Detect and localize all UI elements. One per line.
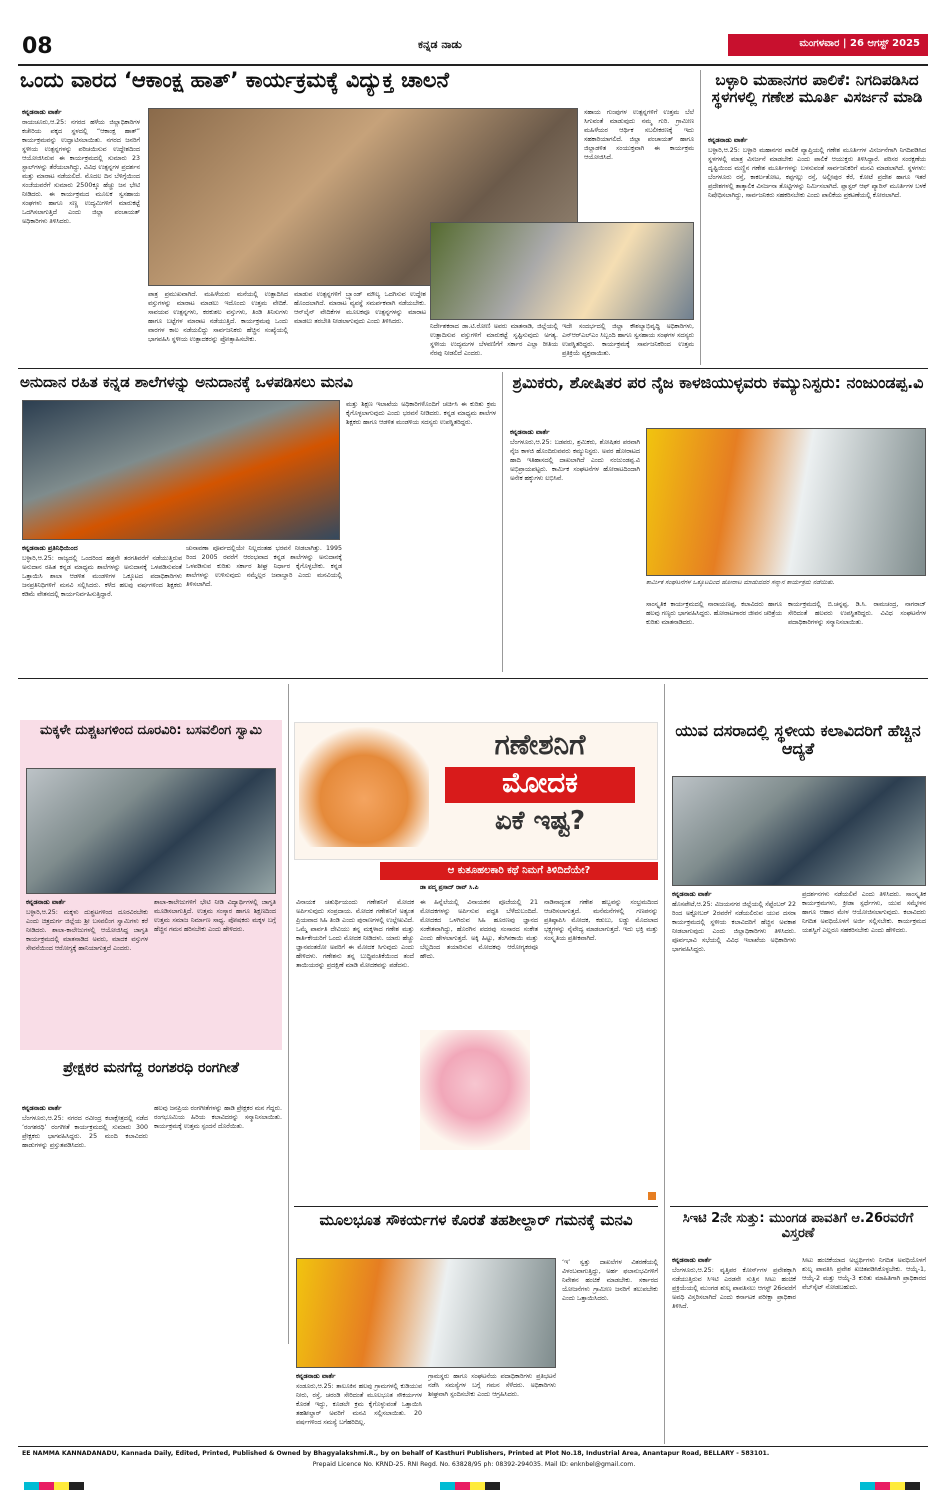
story5-box [20, 720, 282, 1050]
story4-col3: ಕಾರ್ಯಕ್ರಮದಲ್ಲಿ ಬಿ.ಚನ್ನಪ್ಪ, ಡಿ.ಸಿ. ರಾಮಚಂದ್ರ, ನಾಗರಾಜ್ ಸೇರಿದಂತೆ ಹಲವರು ಉಪಸ್ಥಿತರಿದ್ದರು. ವಿವಿಧ ಸಂಘಟನೆಗಳ ಪದಾಧಿಕಾರಿಗಳನ್ನು ಸನ್ಮಾನಿಸಲಾಯಿತು. [788, 601, 926, 626]
story7-photo [296, 1258, 556, 1368]
story3-byline: ಕನ್ನಡನಾಡು ಪ್ರತಿನಿಧಿಯಿಂದ [22, 544, 78, 552]
registration-marks [860, 1482, 920, 1490]
feature-col1: ವಿನಾಯಕ ಚತುರ್ಥಿಯಂದು ಗಣೇಶನಿಗೆ ಮೋದಕ ಅರ್ಪಿಸುವುದು ಸಂಪ್ರದಾಯ. ಮೋದಕ ಗಣೇಶನಿಗೆ ಅತ್ಯಂತ ಪ್ರಿಯವಾದ ಸಿಹಿ ತಿಂಡಿ ಎಂದು ಪುರಾಣಗಳಲ್ಲಿ ಉಲ್ಲೇಖವಿದೆ. ಒಮ್ಮೆ ಪಾರ್ವತಿ ದೇವಿಯು ತನ್ನ ಮಕ್ಕಳಾದ ಗಣೇಶ ಮತ್ತು ಕಾರ್ತಿಕೇಯರಿಗೆ ಒಂದು ಮೋದಕ ನೀಡಿದಳು. ಯಾರು ಹೆಚ್ಚು ಜ್ಞಾನವಂತರೋ ಅವರಿಗೆ ಈ ಮೋದಕ ಸಿಗುವುದು ಎಂದು ಹೇಳಿದಳು. ಗಣೇಶನು ತನ್ನ ಬುದ್ಧಿವಂತಿಕೆಯಿಂದ ತಂದೆ ತಾಯಿಯರನ್ನು ಪ್ರದಕ್ಷಿಣೆ ಮಾಡಿ ಮೋದಕವನ್ನು ಪಡೆದನು. [296, 899, 414, 969]
story9-byline: ಕನ್ನಡನಾಡು ವಾರ್ತೆ [672, 1256, 712, 1264]
story4-photo [646, 428, 926, 576]
column-divider [664, 684, 665, 1444]
story7-col2: ಗ್ರಾಮಸ್ಥರು ಹಾಗೂ ಸಂಘಟನೆಯ ಪದಾಧಿಕಾರಿಗಳು ಪ್ರತಿಭಟನೆ ನಡೆಸಿ ಸಮಸ್ಯೆಗಳ ಬಗ್ಗೆ ಗಮನ ಸೆಳೆದರು. ಅಧಿಕಾರಿಗಳು ಶೀಘ್ರವಾಗಿ ಸ್ಪಂದಿಸಬೇಕು ಎಂದು ಆಗ್ರಹಿಸಿದರು. [428, 1373, 556, 1398]
story2-headline: ಬಳ್ಳಾರಿ ಮಹಾನಗರ ಪಾಲಿಕೆ: ನಿಗದಿಪಡಿಸಿದ ಸ್ಥಳಗಳಲ್ಲಿ ಗಣೇಶ ಮೂರ್ತಿ ವಿಸರ್ಜನೆ ಮಾಡಿ [711, 72, 923, 107]
story3-headline: ಅನುದಾನ ರಹಿತ ಕನ್ನಡ ಶಾಲೆಗಳನ್ನು ಅನುದಾನಕ್ಕೆ ಒಳಪಡಿಸಲು ಮನವಿ [20, 374, 353, 391]
story8-col1: ಹೊಸಪೇಟೆ,ಆ.25: ವಿಜಯನಗರ ಜಿಲ್ಲೆಯಲ್ಲಿ ಸೆಪ್ಟೆಂಬರ್ 22 ರಿಂದ ಅಕ್ಟೋಬರ್ 2ರವರೆಗೆ ನಡೆಯಲಿರುವ ಯುವ ದಸರಾ ಕಾರ್ಯಕ್ರಮದಲ್ಲಿ ಸ್ಥಳೀಯ ಕಲಾವಿದರಿಗೆ ಹೆಚ್ಚಿನ ಅವಕಾಶ ನೀಡಲಾಗುವುದು ಎಂದು ಜಿಲ್ಲಾಧಿಕಾರಿಗಳು ತಿಳಿಸಿದರು. ಪೂರ್ವಭಾವಿ ಸಭೆಯಲ್ಲಿ ವಿವಿಧ ಇಲಾಖೆಯ ಅಧಿಕಾರಿಗಳು ಭಾಗವಹಿಸಿದ್ದರು. [672, 901, 796, 953]
story4-col2: ಸಾಂಸ್ಕೃತಿಕ ಕಾರ್ಯಕ್ರಮದಲ್ಲಿ ನಾರಾಯಣಪ್ಪ, ಕಲಾವಿದರು ಹಾಗೂ ಹಲವು ಗಣ್ಯರು ಭಾಗವಹಿಸಿದ್ದರು. ಹೋರಾಟಗಾರರ ಜೀವನ ಚರಿತ್ರೆಯ ಕುರಿತು ಮಾತನಾಡಿದರು. [646, 601, 782, 626]
feature-banner [294, 722, 658, 860]
story1-photo-secondary [430, 222, 694, 320]
feature-headline-top: ಗಣೇಶನಿಗೆ [494, 729, 586, 761]
story6-headline: ಪ್ರೇಕ್ಷಕರ ಮನಗೆದ್ದ ರಂಗಶರಧಿ ರಂಗಗೀತೆ [63, 1060, 239, 1076]
feature-subhead: ಆ ಕುತೂಹಲಕಾರಿ ಕಥೆ ನಿಮಗೆ ತಿಳಿದಿದೆಯೇ? [380, 862, 658, 880]
story5-byline: ಕನ್ನಡನಾಡು ವಾರ್ತೆ [26, 898, 66, 906]
section-rule [294, 1206, 658, 1207]
feature-col2: ಈ ಹಿನ್ನೆಲೆಯಲ್ಲಿ ವಿನಾಯಕನ ಪೂಜೆಯಲ್ಲಿ 21 ಮೋದಕಗಳನ್ನು ಅರ್ಪಿಸುವ ಪದ್ಧತಿ ಬೆಳೆದುಬಂದಿದೆ. ಮೋದಕದ ಒಳಗಿರುವ ಸಿಹಿ ಹೂರಣವು ಜ್ಞಾನದ ಸಂಕೇತವಾಗಿದ್ದು, ಹೊರಗಿನ ಪದರವು ಸಂಸಾರದ ಸಂಕೇತ ಎಂದು ಹೇಳಲಾಗುತ್ತದೆ. ಅಕ್ಕಿ ಹಿಟ್ಟು, ತೆಂಗಿನಕಾಯಿ ಮತ್ತು ಬೆಲ್ಲದಿಂದ ತಯಾರಿಸುವ ಮೋದಕವು ಆರೋಗ್ಯಕರವೂ ಹೌದು. [420, 899, 538, 960]
story4-headline: ಶ್ರಮಿಕರು, ಶೋಷಿತರ ಪರ ನೈಜ ಕಾಳಜಿಯುಳ್ಳವರು ಕಮ್ಯುನಿಸ್ಟರು: ನಂಜುಂಡಪ್ಪ.ವಿ [512, 374, 924, 392]
registration-marks [24, 1482, 84, 1490]
story8-headline: ಯುವ ದಸರಾದಲ್ಲಿ ಸ್ಥಳೀಯ ಕಲಾವಿದರಿಗೆ ಹೆಚ್ಚಿನ ಆದ್ಯತೆ [675, 722, 921, 759]
feature-author: ಡಾ ಪದ್ಮ ಪ್ರಸಾದ್ ರಾವ್ ಸಿ.ಪಿ [420, 884, 479, 891]
story4-byline: ಕನ್ನಡನಾಡು ವಾರ್ತೆ [510, 428, 550, 436]
header-date: ಮಂಗಳವಾರ | 26 ಆಗಸ್ಟ್ 2025 [728, 34, 928, 56]
story8-col2: ಪ್ರದರ್ಶನಗಳು ನಡೆಯಲಿವೆ ಎಂದು ತಿಳಿಸಿದರು. ಸಾಂಸ್ಕೃತಿಕ ಕಾರ್ಯಕ್ರಮಗಳು, ಕ್ರೀಡಾ ಸ್ಪರ್ಧೆಗಳು, ಯುವ ಸಮ್ಮೇಳನ ಹಾಗೂ ಆಹಾರ ಮೇಳ ಆಯೋಜಿಸಲಾಗುವುದು. ಕಲಾವಿದರು ನಿಗದಿತ ಅವಧಿಯೊಳಗೆ ಅರ್ಜಿ ಸಲ್ಲಿಸಬೇಕು. ಕಾರ್ಯಕ್ರಮದ ಯಶಸ್ವಿಗೆ ಎಲ್ಲರೂ ಸಹಕರಿಸಬೇಕು ಎಂದು ಹೇಳಿದರು. [802, 891, 926, 934]
page-header [18, 30, 928, 64]
footer-rule [18, 1446, 928, 1447]
footer-licence: Prepaid Licence No. KRND-25. RNI Regd. No. 63828/95 ph: 08392-294035. Mail ID: enknbel@gmail.com. [312, 1461, 636, 1468]
story1-byline: ಕನ್ನಡನಾಡು ವಾರ್ತೆ [22, 108, 62, 116]
story7-col3: ‘ಇ’ ಸ್ವತ್ತು ದಾಖಲೆಗಳ ವಿತರಣೆಯಲ್ಲಿ ವಿಳಂಬವಾಗುತ್ತಿದ್ದು, ಅರ್ಹ ಫಲಾನುಭವಿಗಳಿಗೆ ನಿವೇಶನ ಹಂಚಿಕೆ ಮಾಡಬೇಕು. ಸರ್ಕಾರದ ಯೋಜನೆಗಳು ಗ್ರಾಮೀಣ ಜನರಿಗೆ ತಲುಪಬೇಕು ಎಂದು ಒತ್ತಾಯಿಸಿದರು. [562, 1259, 658, 1302]
ganesha-figure-illustration [420, 1030, 530, 1150]
story4-col1: ಬೆಂಗಳೂರು,ಆ.25: ಬಡವರು, ಶ್ರಮಿಕರು, ಶೋಷಿತರ ಪರವಾಗಿ ನೈಜ ಕಾಳಜಿ ಹೊಂದಿರುವವರು ಕಮ್ಯುನಿಸ್ಟರು. ಅವರ ಹೋರಾಟದ ಹಾದಿ ಇತಿಹಾಸದಲ್ಲಿ ದಾಖಲಾಗಿದೆ ಎಂದು ನಂಜುಂಡಪ್ಪ.ವಿ ಅಭಿಪ್ರಾಯಪಟ್ಟರು. ಕಾರ್ಮಿಕ ಸಂಘಟನೆಗಳ ಹೋರಾಟದಿಂದಾಗಿ ಅನೇಕ ಹಕ್ಕುಗಳು ಲಭಿಸಿವೆ. [510, 439, 640, 482]
story7-byline: ಕನ್ನಡನಾಡು ವಾರ್ತೆ [296, 1372, 336, 1380]
story1-col3: ಮಾಡುವ ಉತ್ಪನ್ನಗಳಿಗೆ ಬ್ರ್ಯಾಂಡ್ ಮೌಲ್ಯ ಒದಗಿಸುವ ಉದ್ದೇಶ ಹೊಂದಲಾಗಿದೆ. ಮಾರಾಟ ವ್ಯವಸ್ಥೆ ಸಮರ್ಪಕವಾಗಿ ನಡೆಯಬೇಕು. ಆನ್‌ಲೈನ್ ವೇದಿಕೆಗಳ ಮೂಲಕವೂ ಉತ್ಪನ್ನಗಳನ್ನು ಮಾರಾಟ ಮಾಡಲು ತರಬೇತಿ ನೀಡಲಾಗುವುದು ಎಂದು ತಿಳಿಸಿದರು. [294, 291, 426, 325]
masthead-logo: ಕನ್ನಡ ನಾಡು [418, 38, 462, 51]
story9-col1: ಬೆಂಗಳೂರು,ಆ.25: ವೃತ್ತಿಪರ ಕೋರ್ಸ್‌ಗಳ ಪ್ರವೇಶಕ್ಕಾಗಿ ನಡೆಯುತ್ತಿರುವ ಸಿಇಟಿ ಎರಡನೇ ಸುತ್ತಿನ ಸೀಟು ಹಂಚಿಕೆ ಪ್ರಕ್ರಿಯೆಯಲ್ಲಿ ಮುಂಗಡ ಶುಲ್ಕ ಪಾವತಿಸಲು ಆಗಸ್ಟ್ 26ರವರೆಗೆ ಅವಧಿ ವಿಸ್ತರಿಸಲಾಗಿದೆ ಎಂದು ಕರ್ನಾಟಕ ಪರೀಕ್ಷಾ ಪ್ರಾಧಿಕಾರ ತಿಳಿಸಿದೆ. [672, 1267, 796, 1310]
story4-caption: ಕಾರ್ಮಿಕ ಸಂಘಟನೆಗಳ ಒಕ್ಕೂಟದಿಂದ ಹೋರಾಟ ಮಾಡುವವರ ಸನ್ಮಾನ ಕಾರ್ಯಕ್ರಮ ನಡೆಯಿತು. [646, 579, 835, 586]
feature-headline-mid: ಮೋದಕ [445, 767, 635, 803]
story6-col1: ಬೆಂಗಳೂರು,ಆ.25: ನಗರದ ರವೀಂದ್ರ ಕಲಾಕ್ಷೇತ್ರದಲ್ಲಿ ನಡೆದ ‘ರಂಗಶರಧಿ’ ರಂಗಗೀತೆ ಕಾರ್ಯಕ್ರಮದಲ್ಲಿ ಸುಮಾರು 300 ಪ್ರೇಕ್ಷಕರು ಭಾಗವಹಿಸಿದ್ದರು. 25 ಮಂದಿ ಕಲಾವಿದರು ಹಾಡುಗಳನ್ನು ಪ್ರಸ್ತುತಪಡಿಸಿದರು. [22, 1115, 148, 1149]
story8-byline: ಕನ್ನಡನಾಡು ವಾರ್ತೆ [672, 890, 712, 898]
registration-marks [440, 1482, 500, 1490]
story5-col1: ಬಳ್ಳಾರಿ,ಆ.25: ಮಕ್ಕಳು ದುಶ್ಚಟಗಳಿಂದ ದೂರವಿರಬೇಕು ಎಂದು ಚಿತ್ರದುರ್ಗ ಜಿಲ್ಲೆಯ ಶ್ರೀ ಬಸವಲಿಂಗ ಸ್ವಾಮಿಗಳು ಕರೆ ನೀಡಿದರು. ಶಾಲಾ-ಕಾಲೇಜುಗಳಲ್ಲಿ ಆಯೋಜಿಸಿದ್ದ ಜಾಗೃತಿ ಕಾರ್ಯಕ್ರಮದಲ್ಲಿ ಮಾತನಾಡಿದ ಅವರು, ಮಾದಕ ವಸ್ತುಗಳ ಸೇವನೆಯಿಂದ ಆರೋಗ್ಯಕ್ಕೆ ಹಾನಿಯಾಗುತ್ತದೆ ಎಂದರು. [26, 909, 148, 952]
section-rule [18, 678, 928, 679]
story9-col2: ಸೀಟು ಹಂಚಿಕೆಯಾದ ಅಭ್ಯರ್ಥಿಗಳು ನಿಗದಿತ ಅವಧಿಯೊಳಗೆ ಶುಲ್ಕ ಪಾವತಿಸಿ ಪ್ರವೇಶ ಖಚಿತಪಡಿಸಿಕೊಳ್ಳಬೇಕು. ಆಯ್ಕೆ-1, ಆಯ್ಕೆ-2 ಮತ್ತು ಆಯ್ಕೆ-3 ಕುರಿತು ಮಾಹಿತಿಗಾಗಿ ಪ್ರಾಧಿಕಾರದ ವೆಬ್‌ಸೈಟ್ ನೋಡಬಹುದು. [802, 1257, 926, 1291]
story6-byline: ಕನ್ನಡನಾಡು ವಾರ್ತೆ [22, 1104, 62, 1112]
feature-headline-bottom: ಏಕೆ ಇಷ್ಟ? [494, 807, 586, 836]
feature-col3: ನಾಡಿನಾದ್ಯಂತ ಗಣೇಶ ಹಬ್ಬವನ್ನು ಸಂಭ್ರಮದಿಂದ ಆಚರಿಸಲಾಗುತ್ತದೆ. ಮನೆಮನೆಗಳಲ್ಲಿ ಗಣಪನನ್ನು ಪ್ರತಿಷ್ಠಾಪಿಸಿ ಮೋದಕ, ಕಡುಬು, ಲಡ್ಡು ಮೊದಲಾದ ಭಕ್ಷ್ಯಗಳನ್ನು ನೈವೇದ್ಯ ಮಾಡಲಾಗುತ್ತದೆ. ಇದು ಭಕ್ತಿ ಮತ್ತು ಸಂಸ್ಕೃತಿಯ ಪ್ರತೀಕವಾಗಿದೆ. [544, 899, 658, 942]
story1-col4: ಸಹಾಯ ಗುಂಪುಗಳ ಉತ್ಪನ್ನಗಳಿಗೆ ಉತ್ತಮ ಬೆಲೆ ಸಿಗುವಂತೆ ಮಾಡುವುದು ನಮ್ಮ ಗುರಿ. ಗ್ರಾಮೀಣ ಮಹಿಳೆಯರ ಆರ್ಥಿಕ ಸಬಲೀಕರಣಕ್ಕೆ ಇದು ಸಹಕಾರಿಯಾಗಲಿದೆ. ಜಿಲ್ಲಾ ಪಂಚಾಯತ್ ಹಾಗೂ ಜಿಲ್ಲಾಡಳಿತ ಸಂಯುಕ್ತವಾಗಿ ಈ ಕಾರ್ಯಕ್ರಮ ಆಯೋಜಿಸಿದೆ. [584, 109, 694, 161]
header-rule [18, 64, 928, 66]
footer-imprint: EE NAMMA KANNADANADU, Kannada Daily, Edited, Printed, Published & Owned by Bhagyalakshmi.R., by on behalf of Kasthuri Publishers, Printed at Plot No.18, Industrial Area, Anantapur Road, BELLARY - 583101. [22, 1450, 770, 1457]
story2-body: ಬಳ್ಳಾರಿ,ಆ.25: ಬಳ್ಳಾರಿ ಮಹಾನಗರ ಪಾಲಿಕೆ ವ್ಯಾಪ್ತಿಯಲ್ಲಿ ಗಣೇಶ ಮೂರ್ತಿಗಳ ವಿಸರ್ಜನೆಗಾಗಿ ನಿಗದಿಪಡಿಸಿದ ಸ್ಥಳಗಳಲ್ಲಿ ಮಾತ್ರ ವಿಸರ್ಜನೆ ಮಾಡಬೇಕು ಎಂದು ಪಾಲಿಕೆ ಆಯುಕ್ತರು ತಿಳಿಸಿದ್ದಾರೆ. ಪರಿಸರ ಸಂರಕ್ಷಣೆಯ ದೃಷ್ಟಿಯಿಂದ ಮಣ್ಣಿನ ಗಣೇಶ ಮೂರ್ತಿಗಳನ್ನು ಬಳಸುವಂತೆ ಸಾರ್ವಜನಿಕರಿಗೆ ಮನವಿ ಮಾಡಲಾಗಿದೆ. ಸ್ಥಳಗಳು: ಬೆಂಗಳೂರು ರಸ್ತೆ, ಕಾಕರ್ಲತೋಟ, ಕಪ್ಪಗಲ್ಲು ರಸ್ತೆ, ಅಲ್ಲೀಪುರ ಕೆರೆ, ಕೋಟೆ ಪ್ರದೇಶ ಹಾಗೂ ಇತರೆ ಪ್ರದೇಶಗಳಲ್ಲಿ ತಾತ್ಕಾಲಿಕ ವಿಸರ್ಜನಾ ತೊಟ್ಟಿಗಳನ್ನು ನಿರ್ಮಿಸಲಾಗಿದೆ. ಪ್ಲಾಸ್ಟರ್ ಆಫ್ ಪ್ಯಾರಿಸ್ ಮೂರ್ತಿಗಳ ಬಳಕೆ ನಿಷೇಧಿಸಲಾಗಿದ್ದು, ಸಾರ್ವಜನಿಕರು ಸಹಕರಿಸಬೇಕು ಎಂದು ಪಾಲಿಕೆಯ ಪ್ರಕಟಣೆಯಲ್ಲಿ ಕೋರಲಾಗಿದೆ. [708, 147, 926, 199]
story3-col2: ಚುನಾವಣಾ ಪೂರ್ವದಲ್ಲಿಯೇ ನಿಲ್ಲದಂತಹ ಭರವಸೆ ನೀಡಲಾಗಿತ್ತು. 1995 ರಿಂದ 2005 ರವರೆಗೆ ಆರಂಭವಾದ ಕನ್ನಡ ಶಾಲೆಗಳನ್ನು ಅನುದಾನಕ್ಕೆ ಒಳಪಡಿಸುವ ಕುರಿತು ಸರ್ಕಾರ ಶೀಘ್ರ ನಿರ್ಧಾರ ಕೈಗೊಳ್ಳಬೇಕು. ಕನ್ನಡ ಶಾಲೆಗಳನ್ನು ಉಳಿಸುವುದು ನಮ್ಮೆಲ್ಲರ ಜವಾಬ್ದಾರಿ ಎಂದು ಮನವಿಯಲ್ಲಿ ತಿಳಿಸಲಾಗಿದೆ. [186, 545, 342, 588]
story5-col2: ಶಾಲಾ-ಕಾಲೇಜುಗಳಿಗೆ ಭೇಟಿ ನೀಡಿ ವಿದ್ಯಾರ್ಥಿಗಳಲ್ಲಿ ಜಾಗೃತಿ ಮೂಡಿಸಲಾಗುತ್ತಿದೆ. ಉತ್ತಮ ಸಂಸ್ಕಾರ ಹಾಗೂ ಶಿಕ್ಷಣದಿಂದ ಉತ್ತಮ ಸಮಾಜ ನಿರ್ಮಾಣ ಸಾಧ್ಯ. ಪೋಷಕರು ಮಕ್ಕಳ ಬಗ್ಗೆ ಹೆಚ್ಚಿನ ಗಮನ ಹರಿಸಬೇಕು ಎಂದು ಹೇಳಿದರು. [154, 899, 276, 933]
story2-byline: ಕನ್ನಡನಾಡು ವಾರ್ತೆ [708, 136, 748, 144]
page-number: 08 [22, 34, 53, 59]
story1-col1: ರಾಯಚೂರು,ಆ.25: ನಗರದ ಹಳೆಯ ಜಿಲ್ಲಾಧಿಕಾರಿಗಳ ಕಚೇರಿಯ ಪಕ್ಕದ ಸ್ಥಳದಲ್ಲಿ “ಆಕಾಂಕ್ಷ ಹಾತ್” ಕಾರ್ಯಕ್ರಮವನ್ನು ಉದ್ಘಾಟಿಸಲಾಯಿತು. ನಗರದ ಜನರಿಗೆ ಸ್ಥಳೀಯ ಉತ್ಪನ್ನಗಳನ್ನು ಪರಿಚಯಿಸುವ ಉದ್ದೇಶದಿಂದ ಆಯೋಜಿಸಿರುವ ಈ ಕಾರ್ಯಕ್ರಮದಲ್ಲಿ ಸುಮಾರು 23 ಸ್ಟಾಲ್‌ಗಳನ್ನು ತೆರೆಯಲಾಗಿದ್ದು, ವಿವಿಧ ಉತ್ಪನ್ನಗಳ ಪ್ರದರ್ಶನ ಮತ್ತು ಮಾರಾಟ ನಡೆಯಲಿದೆ. ಮೊದಲ ದಿನ ಬೆಳಿಗ್ಗೆಯಿಂದ ಸಂಜೆಯವರೆಗೆ ಸುಮಾರು 2500ಕ್ಕೂ ಹೆಚ್ಚು ಜನ ಭೇಟಿ ನೀಡಿದರು. ಈ ಕಾರ್ಯಕ್ರಮದ ಮೂಲಕ ಸ್ವಸಹಾಯ ಸಂಘಗಳು ಹಾಗೂ ಸಣ್ಣ ಉದ್ಯಮಿಗಳಿಗೆ ಮಾರುಕಟ್ಟೆ ಒದಗಿಸಲಾಗುತ್ತಿದೆ ಎಂದು ಜಿಲ್ಲಾ ಪಂಚಾಯತ್ ಅಧಿಕಾರಿಗಳು ತಿಳಿಸಿದರು. [22, 119, 140, 225]
story9-headline: ಸಿಇಟಿ 2ನೇ ಸುತ್ತು: ಮುಂಗಡ ಪಾವತಿಗೆ ಆ.26ರವರೆಗೆ ವಿಸ್ತರಣೆ [682, 1212, 914, 1241]
story7-col1: ಸಂಡೂರು,ಆ.25: ತಾಲೂಕಿನ ಹಲವು ಗ್ರಾಮಗಳಲ್ಲಿ ಕುಡಿಯುವ ನೀರು, ರಸ್ತೆ, ಚರಂಡಿ ಸೇರಿದಂತೆ ಮೂಲಭೂತ ಸೌಕರ್ಯಗಳ ಕೊರತೆ ಇದ್ದು, ಕೂಡಲೇ ಕ್ರಮ ಕೈಗೊಳ್ಳುವಂತೆ ಒತ್ತಾಯಿಸಿ ತಹಶೀಲ್ದಾರ್ ಅವರಿಗೆ ಮನವಿ ಸಲ್ಲಿಸಲಾಯಿತು. 20 ವರ್ಷಗಳಿಂದ ಸಮಸ್ಯೆ ಬಗೆಹರಿದಿಲ್ಲ. [296, 1383, 422, 1426]
story1-col5: ನಿರ್ದೇಶಕರಾದ ಡಾ.ಟಿ.ರೋಣಿ ಅವರು ಮಾತನಾಡಿ, ಜಿಲ್ಲೆಯಲ್ಲಿ ಉತ್ಪಾದಿಸುವ ವಸ್ತುಗಳಿಗೆ ಮಾರುಕಟ್ಟೆ ಸೃಷ್ಟಿಸುವುದು ಅಗತ್ಯ. ಸ್ಥಳೀಯ ಉದ್ಯಮಗಳ ಬೆಳವಣಿಗೆಗೆ ಸರ್ಕಾರ ಎಲ್ಲಾ ರೀತಿಯ ನೆರವು ನೀಡಲಿದೆ ಎಂದರು. [430, 323, 558, 357]
story1-col2: ಪಾತ್ರ ಪ್ರಮುಖವಾಗಿದೆ. ಮಹಿಳೆಯರು ಮನೆಯಲ್ಲಿ ಉತ್ಪಾದಿಸಿದ ವಸ್ತುಗಳನ್ನು ಮಾರಾಟ ಮಾಡಲು ಇದೊಂದು ಉತ್ತಮ ವೇದಿಕೆ. ಸಾವಯವ ಉತ್ಪನ್ನಗಳು, ಕರಕುಶಲ ವಸ್ತುಗಳು, ತಿಂಡಿ ತಿನಿಸುಗಳು ಹಾಗೂ ಬಟ್ಟೆಗಳ ಮಾರಾಟ ನಡೆಯುತ್ತಿದೆ. ಕಾರ್ಯಕ್ರಮವು ಒಂದು ವಾರಗಳ ಕಾಲ ನಡೆಯಲಿದ್ದು ಸಾರ್ವಜನಿಕರು ಹೆಚ್ಚಿನ ಸಂಖ್ಯೆಯಲ್ಲಿ ಭಾಗವಹಿಸಿ ಸ್ಥಳೀಯ ಉತ್ಪಾದಕರನ್ನು ಪ್ರೋತ್ಸಾಹಿಸಬೇಕು. [148, 291, 288, 343]
story3-col1: ಬಳ್ಳಾರಿ,ಆ.25: ರಾಜ್ಯದಲ್ಲಿ ಒಂದರಿಂದ ಹತ್ತನೇ ತರಗತಿವರೆಗೆ ನಡೆಯುತ್ತಿರುವ ಅನುದಾನ ರಹಿತ ಕನ್ನಡ ಮಾಧ್ಯಮ ಶಾಲೆಗಳನ್ನು ಅನುದಾನಕ್ಕೆ ಒಳಪಡಿಸುವಂತೆ ಒತ್ತಾಯಿಸಿ ಶಾಲಾ ಆಡಳಿತ ಮಂಡಳಿಗಳ ಒಕ್ಕೂಟದ ಪದಾಧಿಕಾರಿಗಳು ಜನಪ್ರತಿನಿಧಿಗಳಿಗೆ ಮನವಿ ಸಲ್ಲಿಸಿದರು. ಕಳೆದ ಹಲವು ವರ್ಷಗಳಿಂದ ಶಿಕ್ಷಕರು ಕಡಿಮೆ ವೇತನದಲ್ಲಿ ಕಾರ್ಯನಿರ್ವಹಿಸುತ್ತಿದ್ದಾರೆ. [22, 555, 182, 598]
section-rule [18, 368, 928, 369]
feature-end-marker [648, 1192, 656, 1200]
column-divider [288, 684, 289, 1344]
story1-headline: ಒಂದು ವಾರದ ‘ಆಕಾಂಕ್ಷ ಹಾತ್’ ಕಾರ್ಯಕ್ರಮಕ್ಕೆ ವಿದ್ಯುಕ್ತ ಚಾಲನೆ [20, 68, 449, 92]
story6-col2: ಹಲವು ಜನಪ್ರಿಯ ರಂಗಗೀತೆಗಳನ್ನು ಹಾಡಿ ಪ್ರೇಕ್ಷಕರ ಮನ ಗೆದ್ದರು. ರಂಗಭೂಮಿಯ ಹಿರಿಯ ಕಲಾವಿದರನ್ನು ಸನ್ಮಾನಿಸಲಾಯಿತು. ಕಾರ್ಯಕ್ರಮಕ್ಕೆ ಉತ್ತಮ ಸ್ಪಂದನೆ ದೊರೆಯಿತು. [154, 1105, 282, 1130]
column-divider [700, 70, 701, 365]
story5-headline: ಮಕ್ಕಳೇ ದುಶ್ಚಟಗಳಿಂದ ದೂರವಿರಿ: ಬಸವಲಿಂಗ ಸ್ವಾಮಿ [40, 724, 262, 738]
story8-photo [672, 776, 926, 886]
column-divider [502, 372, 503, 672]
section-rule [670, 1206, 928, 1207]
story7-headline: ಮೂಲಭೂತ ಸೌಕರ್ಯಗಳ ಕೊರತೆ ತಹಶೀಲ್ದಾರ್ ಗಮನಕ್ಕೆ ಮನವಿ [319, 1212, 633, 1229]
ganesha-hand-illustration [299, 727, 429, 847]
story1-col6: ಇದೇ ಸಂದರ್ಭದಲ್ಲಿ ಜಿಲ್ಲಾ ಕೌಶಲ್ಯಾಭಿವೃದ್ಧಿ ಅಧಿಕಾರಿಗಳು, ಎನ್‌ಆರ್‌ಎಲ್‌ಎಂ ಸಿಬ್ಬಂದಿ ಹಾಗೂ ಸ್ವಸಹಾಯ ಸಂಘಗಳ ಸದಸ್ಯರು ಉಪಸ್ಥಿತರಿದ್ದರು. ಕಾರ್ಯಕ್ರಮಕ್ಕೆ ಸಾರ್ವಜನಿಕರಿಂದ ಉತ್ತಮ ಪ್ರತಿಕ್ರಿಯೆ ವ್ಯಕ್ತವಾಯಿತು. [562, 323, 694, 357]
story3-photo [22, 400, 340, 540]
story3-col3: ಮತ್ತು ಶಿಕ್ಷಣ ಇಲಾಖೆಯ ಅಧಿಕಾರಿಗಳೊಂದಿಗೆ ಚರ್ಚಿಸಿ ಈ ಕುರಿತು ಕ್ರಮ ಕೈಗೊಳ್ಳಲಾಗುವುದು ಎಂದು ಭರವಸೆ ನೀಡಿದರು. ಕನ್ನಡ ಮಾಧ್ಯಮ ಶಾಲೆಗಳ ಶಿಕ್ಷಕರು ಹಾಗೂ ಆಡಳಿತ ಮಂಡಳಿಯ ಸದಸ್ಯರು ಉಪಸ್ಥಿತರಿದ್ದರು. [346, 401, 496, 426]
story5-photo [26, 768, 276, 894]
